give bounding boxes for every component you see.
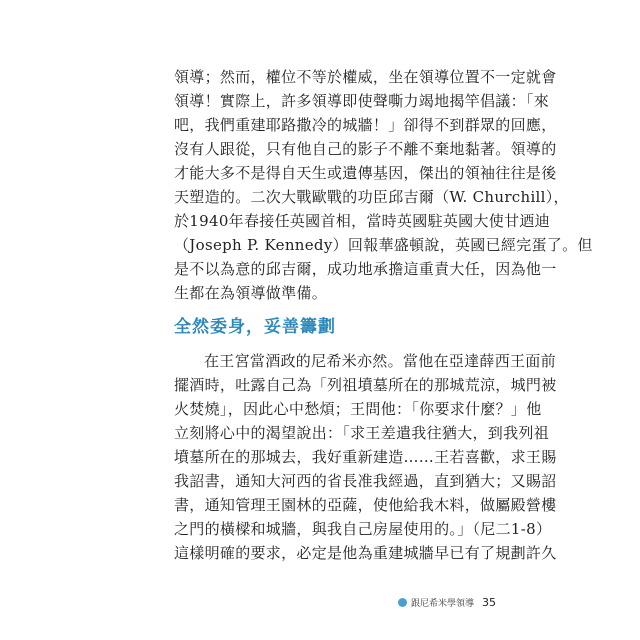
paragraph-line: 之門的橫樑和城牆，與我自己房屋使用的。」（尼二1-8） [174, 520, 552, 538]
bullet-dot-icon [398, 598, 407, 607]
section-heading: 全然委身，妥善籌劃 [174, 317, 336, 337]
paragraph-line: 沒有人跟從，只有他自己的影子不離不棄地黏著。領導的 [174, 140, 557, 158]
paragraph-line: 立刻將心中的渴望說出：「求王差遣我往猶大，到我列祖 [174, 424, 550, 442]
paragraph-line: 這樣明確的要求，必定是他為重建城牆早已有了規劃許久 [174, 544, 557, 562]
paragraph-line: 墳墓所在的那城去，我好重新建造……王若喜歡，求王賜 [174, 448, 557, 466]
paragraph-line: （Joseph P. Kennedy）回報華盛頓說，英國已經完蛋了。但 [174, 236, 593, 254]
paragraph-1 [174, 66, 593, 302]
paragraph-line: 吧，我們重建耶路撒冷的城牆！」卻得不到群眾的回應， [174, 116, 557, 134]
paragraph-line: 才能大多不是得自天生或遺傳基因，傑出的領袖往往是後 [174, 164, 557, 182]
paragraph-2 [174, 350, 557, 562]
paragraph-line: 領導！實際上，許多領導即使聲嘶力竭地揭竿倡議：「來 [174, 92, 550, 110]
paragraph-line: 擺酒時，吐露自己為「列祖墳墓所在的那城荒涼，城門被 [174, 376, 557, 394]
paragraph-line: 生都在為領導做準備。 [174, 284, 328, 302]
paragraph-line: 領導；然而，權位不等於權威，坐在領導位置不一定就會 [174, 68, 557, 86]
paragraph-line: 在王宮當酒政的尼希米亦然。當他在亞達薛西王面前 [204, 352, 556, 370]
paragraph-line: 天塑造的。二次大戰歐戰的功臣邱吉爾（W. Churchill）， [174, 188, 569, 206]
paragraph-line: 火焚燒」，因此心中愁煩；王問他：「你要求什麼？」他 [174, 400, 542, 418]
paragraph-line: 我詔書，通知大河西的省長准我經過，直到猶大；又賜詔 [174, 472, 557, 490]
paragraph-line: 是不以為意的邱吉爾，成功地承擔這重責大任，因為他一 [174, 260, 557, 278]
page-number: 35 [482, 595, 497, 609]
running-footer-title: 跟尼希米學領導 [411, 598, 475, 609]
paragraph-line: 書，通知管理王園林的亞薩，使他給我木料，做屬殿營樓 [174, 496, 557, 514]
paragraph-line: 於1940年春接任英國首相，當時英國駐英國大使甘迺迪 [174, 212, 550, 230]
page-footer [398, 594, 496, 610]
